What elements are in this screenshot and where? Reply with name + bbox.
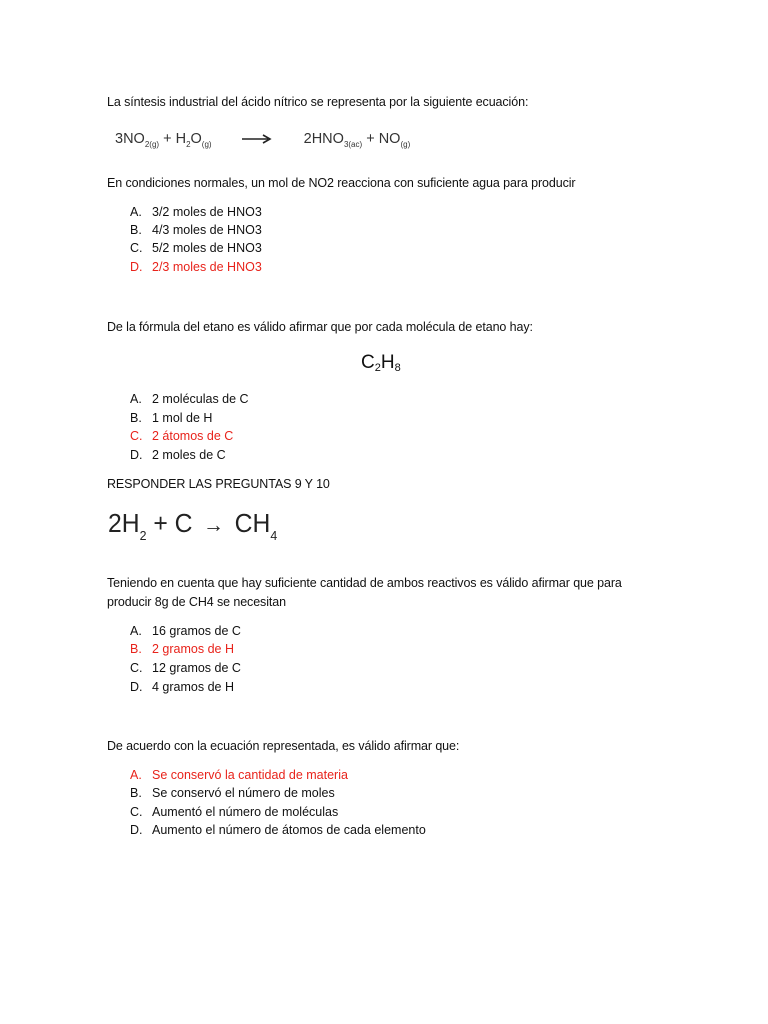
q1-option-c: C. 5/2 moles de HNO3 xyxy=(130,241,262,255)
q1-question: En condiciones normales, un mol de NO2 reacciona con suficiente agua para producir xyxy=(107,176,576,190)
q3-question-line2: producir 8g de CH4 se necesitan xyxy=(107,595,286,609)
methane-equation: $2H_2 + C \to CH_4$ xyxy=(108,508,278,543)
q3-option-d: D. 4 gramos de H xyxy=(130,680,234,694)
q4-option-a: A. Se conservó la cantidad de materia xyxy=(130,768,348,782)
q2-option-a: A. 2 moléculas de C xyxy=(130,392,249,406)
nitric-acid-equation xyxy=(115,131,410,149)
reaction-arrow-icon xyxy=(242,134,272,144)
q1-option-d: D. 2/3 moles de HNO3 xyxy=(130,260,262,274)
q4-option-d: D. Aumento el número de átomos de cada elemento xyxy=(130,823,426,837)
q3-option-b: B. 2 gramos de H xyxy=(130,642,234,656)
eq1-product2: + $NO_{(g)}$ xyxy=(362,131,411,149)
q3-question-line1: Teniendo en cuenta que hay suficiente cantidad de ambos reactivos es válido afirmar que para xyxy=(107,576,622,590)
q3-option-a: A. 16 gramos de C xyxy=(130,624,241,638)
ethane-formula: $C_2H_8$ xyxy=(361,352,401,374)
q2-question: De la fórmula del etano es válido afirmar que por cada molécula de etano hay: xyxy=(107,320,533,334)
q1-option-b: B. 4/3 moles de HNO3 xyxy=(130,223,262,237)
q2-option-c: C. 2 átomos de C xyxy=(130,429,234,443)
q4-option-b: B. Se conservó el número de moles xyxy=(130,786,335,800)
reaction-arrow-icon: → xyxy=(203,512,225,537)
q4-question: De acuerdo con la ecuación representada, es válido afirmar que: xyxy=(107,739,460,753)
q1-option-a: A. 3/2 moles de HNO3 xyxy=(130,205,262,219)
eq1-reactant2: + $H_2O_{(g)}$ xyxy=(159,131,212,149)
eq1-reactant1: $3NO_{2(g)}$ xyxy=(115,131,160,149)
q4-option-c: C. Aumentó el número de moléculas xyxy=(130,805,339,819)
section-header: RESPONDER LAS PREGUNTAS 9 Y 10 xyxy=(107,477,330,491)
eq1-product1: $2HNO_{3(ac)}$ xyxy=(303,131,363,149)
q2-option-d: D. 2 moles de C xyxy=(130,448,226,462)
q2-option-b: B. 1 mol de H xyxy=(130,411,213,425)
q1-statement: La síntesis industrial del ácido nítrico se representa por la siguiente ecuación: xyxy=(107,95,529,109)
q3-option-c: C. 12 gramos de C xyxy=(130,661,241,675)
